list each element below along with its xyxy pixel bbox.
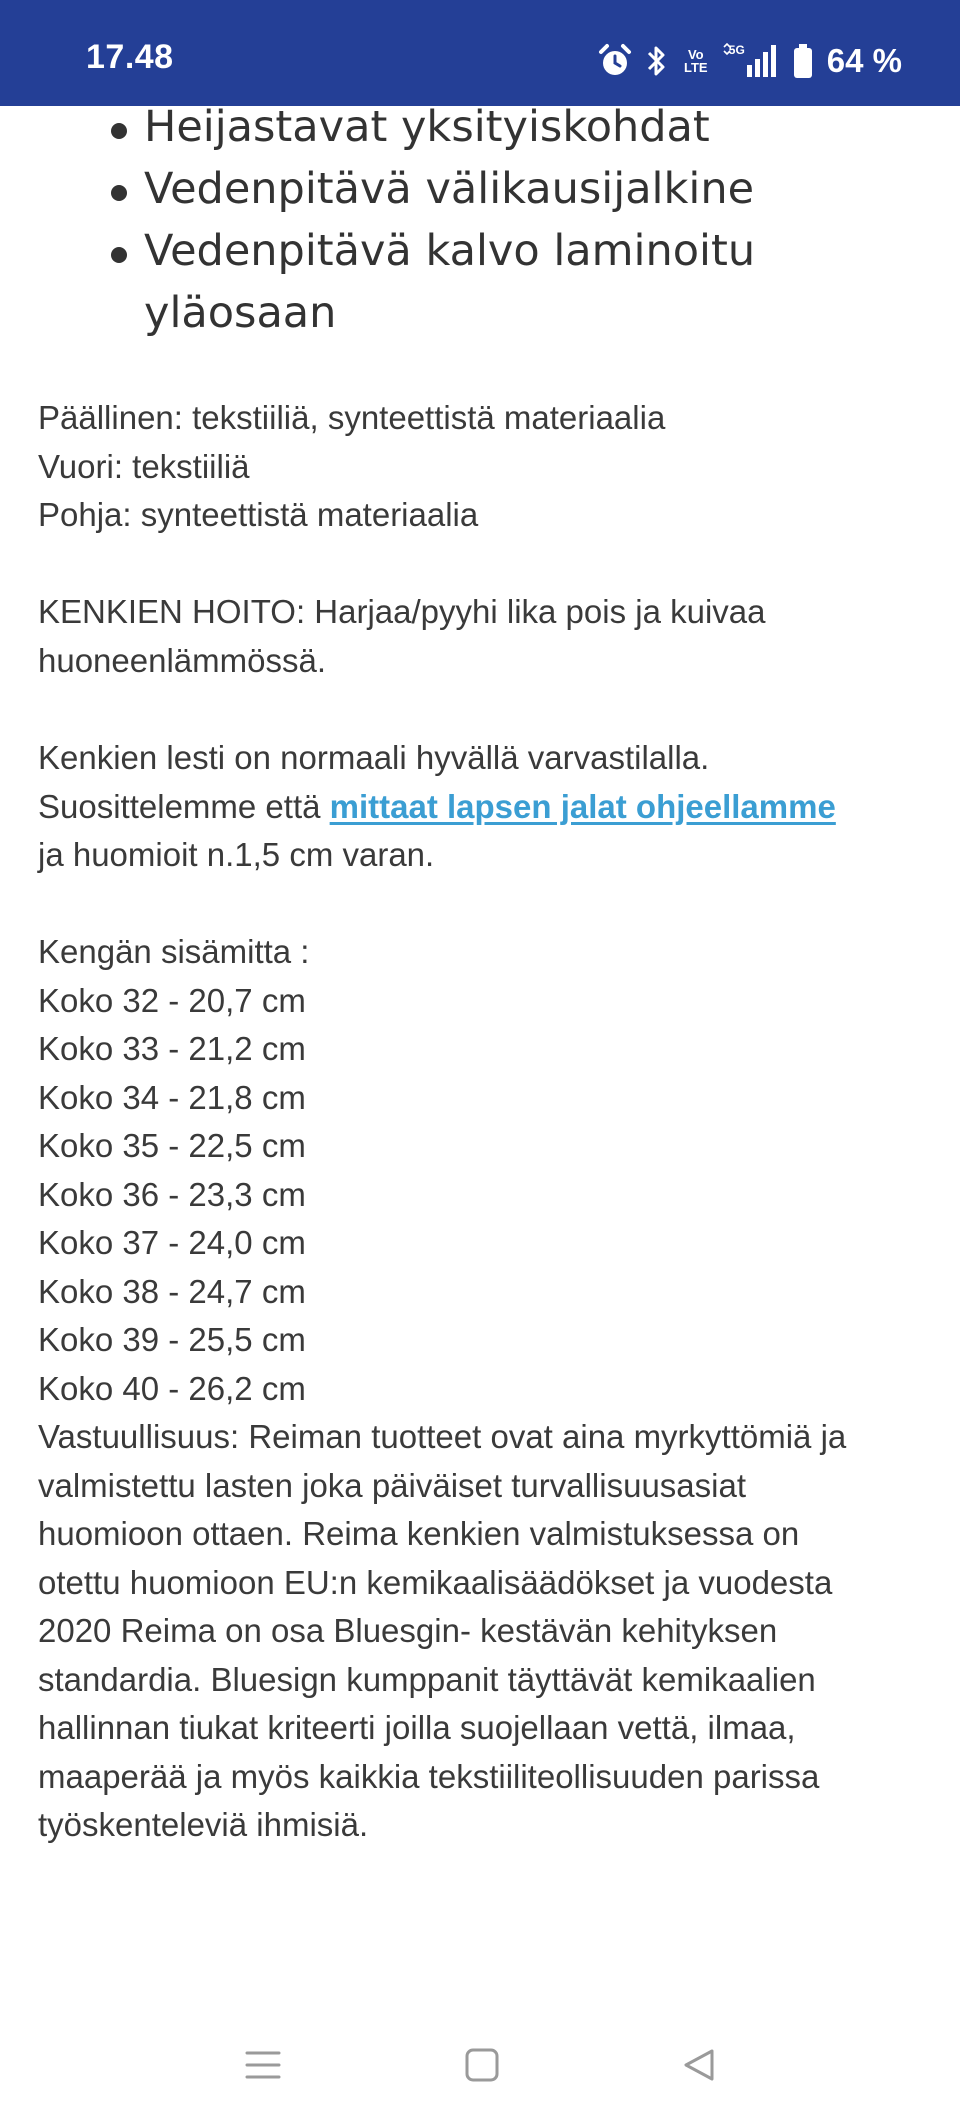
care-section <box>38 588 918 685</box>
size-row: Koko 32 - 20,7 cm <box>38 981 306 1019</box>
size-row: Koko 38 - 24,7 cm <box>38 1272 306 1310</box>
size-row: Koko 39 - 25,5 cm <box>38 1321 306 1358</box>
feature-list <box>0 96 960 344</box>
care-line-2: huoneenlämmössä. <box>38 641 327 679</box>
responsibility-line: 2020 Reima on osa Bluesgin- kestävän kehityksen <box>38 1612 778 1649</box>
fit-line-2-prefix: Suosittelemme että <box>38 787 330 825</box>
alarm-icon <box>597 43 633 79</box>
size-row: Koko 36 - 23,3 cm <box>38 1175 306 1213</box>
battery-icon <box>793 43 813 79</box>
material-sole: Pohja: synteettistä materiaalia <box>38 496 479 533</box>
home-icon <box>464 2047 500 2083</box>
size-row: Koko 40 - 26,2 cm <box>38 1369 306 1407</box>
feature-text: Heijastavat yksityiskohdat <box>144 102 710 152</box>
home-button[interactable] <box>457 2040 507 2090</box>
size-row: Koko 35 - 22,5 cm <box>38 1127 306 1164</box>
responsibility-line: valmistettu lasten joka päiväiset turvallisuusasiat <box>38 1466 747 1504</box>
volte-bottom: LTE <box>683 60 708 75</box>
fit-line-1: Kenkien lesti on normaali hyvällä varvastilalla. <box>38 739 710 776</box>
feature-item <box>0 96 960 158</box>
bullet-icon <box>111 123 127 139</box>
feature-item <box>0 158 960 220</box>
responsibility-line: maaperää ja myös kaikkia tekstiiliteollisuuden parissa <box>38 1757 820 1795</box>
feature-text: Vedenpitävä välikausijalkine <box>144 164 755 214</box>
status-time: 17.48 <box>86 38 174 76</box>
recents-icon <box>244 2047 282 2083</box>
measure-feet-guide-link[interactable]: mittaat lapsen jalat ohjeellamme <box>329 787 836 825</box>
fit-line-2 <box>38 783 918 832</box>
responsibility-line: Vastuullisuus: Reiman tuotteet ovat aina myrkyttömiä ja <box>38 1418 847 1455</box>
status-bar <box>0 0 960 106</box>
fit-section <box>38 734 918 880</box>
back-icon <box>682 2047 716 2083</box>
responsibility-line: otettu huomioon EU:n kemikaalisäädökset ja vuodesta <box>38 1563 833 1601</box>
bullet-icon <box>111 247 127 263</box>
recents-button[interactable] <box>238 2040 288 2090</box>
feature-text: Vedenpitävä kalvo laminoitu <box>144 226 756 276</box>
size-table <box>38 928 918 1850</box>
fit-line-3: ja huomioit n.1,5 cm varan. <box>38 836 435 873</box>
responsibility-line: huomioon ottaen. Reima kenkien valmistuksessa on <box>38 1515 800 1552</box>
feature-item <box>0 220 960 344</box>
navigation-bar <box>0 2010 960 2114</box>
responsibility-line: standardia. Bluesign kumppanit täyttävät kemikaalien <box>38 1660 816 1698</box>
volte-icon <box>681 48 711 74</box>
materials-section <box>38 394 918 540</box>
bluetooth-icon <box>645 43 669 79</box>
responsibility-line: hallinnan tiukat kriteerti joilla suojellaan vettä, ilmaa, <box>38 1709 796 1746</box>
battery-percentage: 64 % <box>826 42 902 79</box>
back-button[interactable] <box>674 2040 724 2090</box>
care-line-1: KENKIEN HOITO: Harjaa/pyyhi lika pois ja kuivaa <box>38 593 766 630</box>
network-label: 5G <box>728 43 745 57</box>
size-row: Koko 33 - 21,2 cm <box>38 1030 306 1067</box>
status-icons <box>597 40 902 82</box>
feature-text-continued: yläosaan <box>144 288 337 338</box>
volte-top: Vo <box>687 47 704 62</box>
size-heading: Kengän sisämitta : <box>38 933 310 970</box>
bullet-icon <box>111 185 127 201</box>
size-row: Koko 34 - 21,8 cm <box>38 1078 306 1116</box>
size-row: Koko 37 - 24,0 cm <box>38 1224 306 1261</box>
material-lining: Vuori: tekstiiliä <box>38 447 250 485</box>
5g-signal-icon <box>723 43 781 79</box>
material-outer: Päällinen: tekstiiliä, synteettistä materiaalia <box>38 399 666 436</box>
responsibility-line: työskenteleviä ihmisiä. <box>38 1806 369 1843</box>
